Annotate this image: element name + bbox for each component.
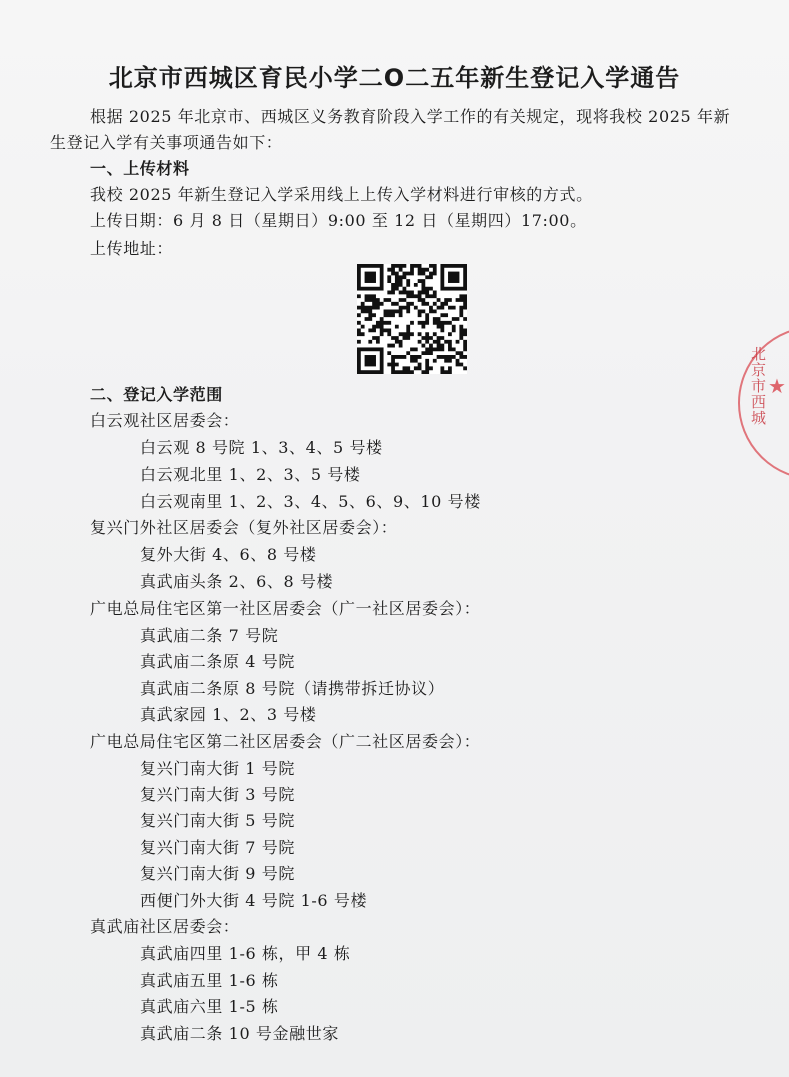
address-item: 真武庙五里 1-6 栋: [140, 971, 279, 990]
star-icon: ★: [768, 374, 786, 398]
community-name: 广电总局住宅区第二社区居委会（广二社区居委会）：: [90, 732, 481, 751]
address-item: 真武庙二条 7 号院: [140, 626, 279, 645]
section1-line: 我校 2025 年新生登记入学采用线上上传入学材料进行审核的方式。: [90, 185, 593, 204]
qr-code-icon[interactable]: [357, 264, 467, 374]
community-name: 复兴门外社区居委会（复外社区居委会）：: [90, 518, 398, 537]
address-item: 白云观北里 1、2、3、5 号楼: [140, 465, 361, 484]
section1-heading: 一、上传材料: [90, 159, 190, 178]
community-name: 真武庙社区居委会：: [90, 917, 240, 936]
section1-line: 上传日期：6 月 8 日（星期日）9:00 至 12 日（星期四）17:00。: [90, 211, 587, 230]
address-item: 白云观 8 号院 1、3、4、5 号楼: [140, 438, 383, 457]
community-name: 白云观社区居委会：: [90, 411, 240, 430]
page-title: 北京市西城区育民小学二O二五年新生登记入学通告: [108, 64, 681, 92]
address-item: 真武庙四里 1-6 栋，甲 4 栋: [140, 944, 351, 963]
address-item: 复外大街 4、6、8 号楼: [140, 545, 317, 564]
community-name: 广电总局住宅区第一社区居委会（广一社区居委会）：: [90, 599, 481, 618]
section2-heading: 二、登记入学范围: [90, 385, 223, 404]
address-item: 白云观南里 1、2、3、4、5、6、9、10 号楼: [140, 492, 481, 511]
address-item: 真武家园 1、2、3 号楼: [140, 705, 317, 724]
address-item: 复兴门南大街 3 号院: [140, 785, 295, 804]
address-item: 复兴门南大街 1 号院: [140, 759, 295, 778]
address-item: 复兴门南大街 5 号院: [140, 811, 295, 830]
intro-paragraph: 根据 2025 年北京市、西城区义务教育阶段入学工作的有关规定，现将我校 2025 年新生登记入学有关事项通告如下：: [50, 107, 731, 152]
address-item: 复兴门南大街 9 号院: [140, 864, 295, 883]
address-item: 真武庙二条原 4 号院: [140, 652, 295, 671]
address-item: 真武庙头条 2、6、8 号楼: [140, 572, 334, 591]
address-item: 真武庙六里 1-5 栋: [140, 997, 279, 1016]
address-item: 西便门外大街 4 号院 1-6 号楼: [140, 891, 368, 910]
address-item: 真武庙二条 10 号金融世家: [140, 1024, 339, 1043]
address-item: 复兴门南大街 7 号院: [140, 838, 295, 857]
address-item: 真武庙二条原 8 号院（请携带拆迁协议）: [140, 679, 445, 698]
section1-line: 上传地址：: [90, 239, 174, 258]
stamp-text: 北京市西城: [749, 346, 767, 426]
